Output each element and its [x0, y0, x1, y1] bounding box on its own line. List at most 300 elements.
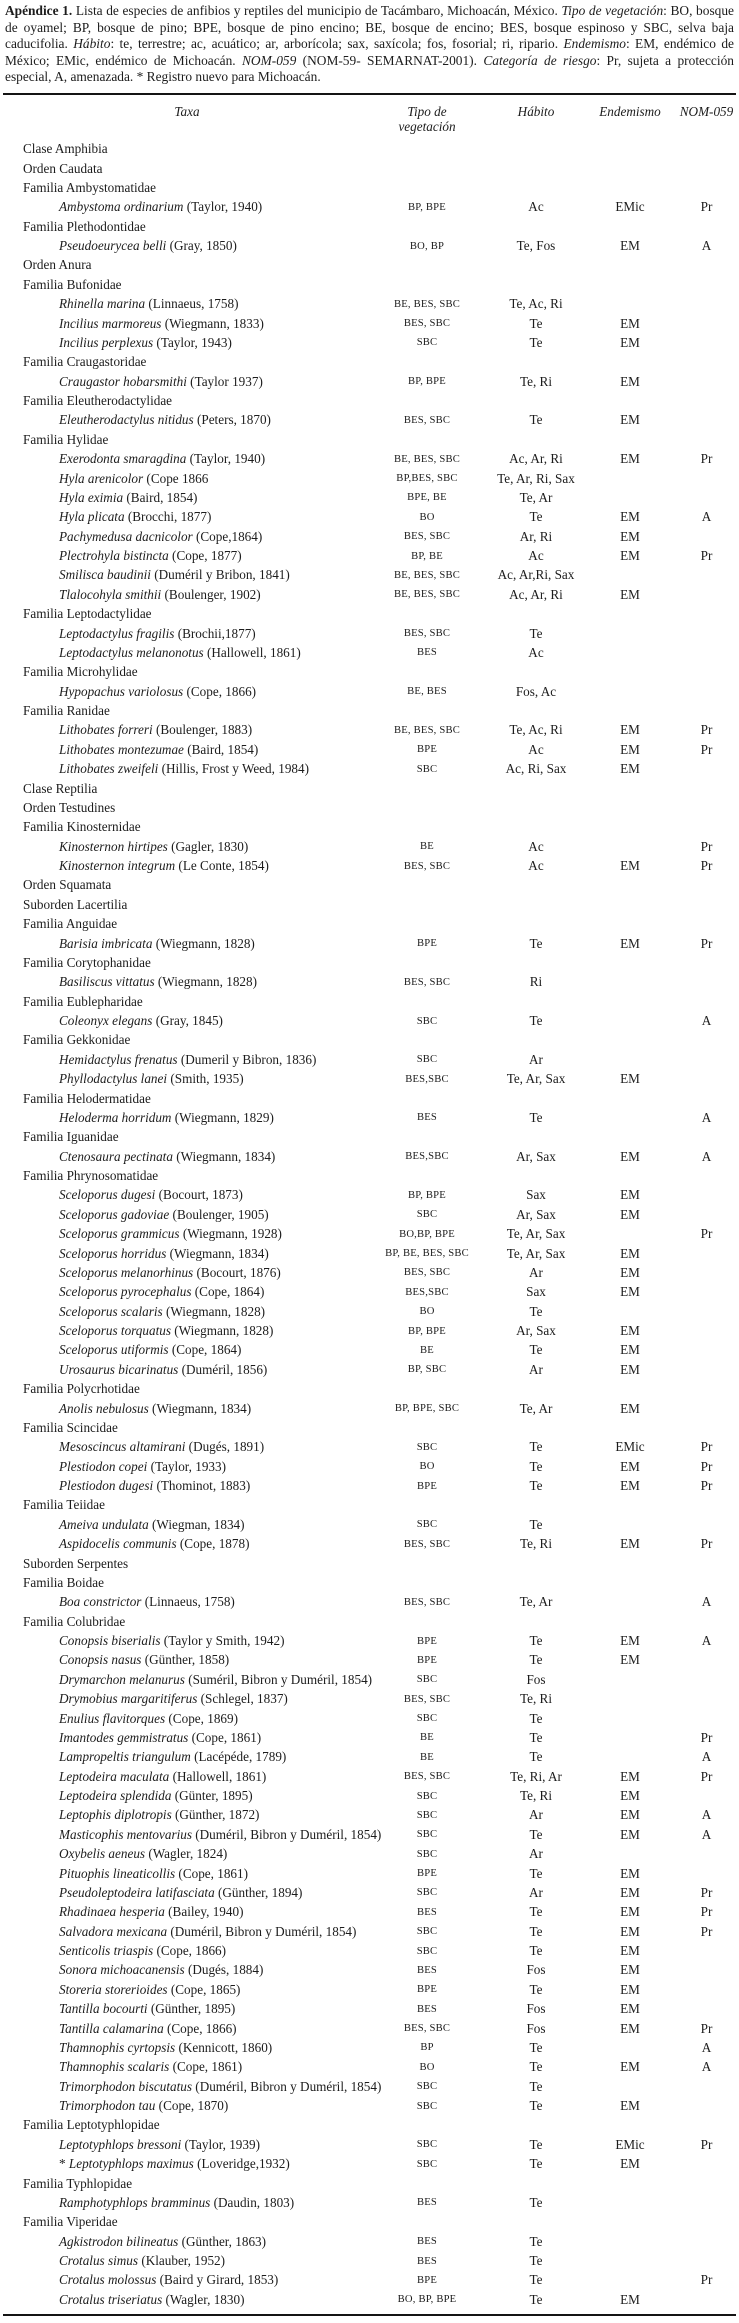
- species-name: Lampropeltis triangulum: [59, 1749, 191, 1765]
- species-name: Mesoscincus altamirani: [59, 1439, 186, 1455]
- taxa-cell: Urosaurus bicarinatus (Duméril, 1856): [59, 1361, 268, 1377]
- species-name: Masticophis mentovarius: [59, 1826, 192, 1842]
- vegetacion-cell: SBC: [416, 337, 438, 349]
- species-row: [3, 721, 736, 740]
- nom059-cell: Pr: [700, 548, 713, 564]
- vegetacion-cell: BE: [420, 1344, 434, 1356]
- endemismo-cell: EM: [620, 1962, 640, 1978]
- section-row: [3, 779, 736, 798]
- species-name: Phyllodactylus lanei: [59, 1071, 168, 1087]
- taxa-cell: Mesoscincus altamirani (Dugés, 1891): [59, 1439, 265, 1455]
- species-row: [3, 1302, 736, 1321]
- habito-cell: Te, Ac, Ri: [509, 722, 563, 738]
- species-name: Conopsis nasus: [59, 1652, 142, 1668]
- taxa-cell: Familia Viperidae: [23, 2214, 118, 2230]
- endemismo-cell: EM: [620, 586, 640, 602]
- vegetacion-cell: BP: [420, 2042, 434, 2054]
- vegetacion-cell: BES: [416, 1964, 438, 1976]
- species-name: Oxybelis aeneus: [59, 1846, 146, 1862]
- habito-cell: Ar: [529, 1884, 543, 1900]
- endemismo-cell: EM: [620, 1206, 640, 1222]
- species-name: Incilius perplexus: [59, 334, 154, 350]
- habito-cell: Ac, Ar,Ri, Sax: [497, 567, 575, 583]
- species-name: Basiliscus vittatus: [59, 974, 155, 990]
- species-row: [3, 1728, 736, 1747]
- taxa-cell: Familia Anguidae: [23, 916, 118, 932]
- taxa-cell: Clase Reptilia: [23, 780, 98, 796]
- endemismo-cell: EM: [620, 722, 640, 738]
- habito-cell: Te: [529, 2156, 543, 2172]
- nom059-cell: A: [701, 1749, 712, 1765]
- habito-cell: Te: [529, 1439, 543, 1455]
- species-row: [3, 2000, 736, 2019]
- taxa-cell: Familia Leptotyphlopidae: [23, 2117, 160, 2133]
- nom059-cell: Pr: [700, 741, 713, 757]
- habito-cell: Ac, Ar, Ri: [509, 586, 563, 602]
- section-row: [3, 140, 736, 159]
- taxa-cell: Suborden Lacertilia: [23, 896, 128, 912]
- species-row: [3, 198, 736, 217]
- vegetacion-cell: BP, BPE: [408, 1189, 446, 1201]
- taxa-cell: Trimorphodon biscutatus (Duméril, Bibron y Duméril, 1854): [59, 2078, 382, 2094]
- habito-cell: Te: [529, 509, 543, 525]
- vegetacion-cell: SBC: [416, 1519, 438, 1531]
- species-row: [3, 314, 736, 333]
- species-name: Salvadora mexicana: [59, 1923, 168, 1939]
- species-row: [3, 2193, 736, 2212]
- species-row: [3, 1670, 736, 1689]
- endemismo-cell: EM: [620, 1148, 640, 1164]
- taxa-cell: Thamnophis scalaris (Cope, 1861): [59, 2059, 243, 2075]
- taxa-cell: Ambystoma ordinarium (Taylor, 1940): [59, 199, 263, 215]
- taxa-cell: Rhadinaea hesperia (Bailey, 1940): [59, 1904, 244, 1920]
- table-caption: [5, 3, 734, 86]
- species-row: [3, 1070, 736, 1089]
- habito-cell: Ar: [529, 1807, 543, 1823]
- habito-cell: Te: [529, 2059, 543, 2075]
- species-name: Rhinella marina: [59, 296, 146, 312]
- taxa-cell: Crotalus triseriatus (Wagler, 1830): [59, 2291, 245, 2307]
- habito-cell: Ar, Sax: [516, 1206, 556, 1222]
- caption-segment: : EM, endémico de México; EMic, endémico de Michoacán.: [5, 36, 734, 68]
- species-row: [3, 1515, 736, 1534]
- vegetacion-cell: BPE: [416, 1635, 438, 1647]
- species-name: Lithobates forreri: [59, 722, 153, 738]
- vegetacion-cell: SBC: [416, 763, 438, 775]
- nom059-cell: Pr: [700, 2020, 713, 2036]
- nom059-cell: Pr: [700, 1226, 713, 1242]
- vegetacion-cell: BP, BPE: [408, 376, 446, 388]
- caption-segment: Tipo de vegetación: [561, 3, 664, 18]
- species-name: Sceloporus horridus: [59, 1245, 167, 1261]
- column-header-habito: Hábito: [517, 103, 555, 119]
- vegetacion-cell: BES: [416, 1112, 438, 1124]
- table-bottom-rule: [3, 2314, 736, 2316]
- habito-cell: Te: [529, 334, 543, 350]
- species-name: Pachymedusa dacnicolor: [59, 528, 193, 544]
- vegetacion-cell: SBC: [416, 1945, 438, 1957]
- column-header-vegetacion: [371, 104, 483, 134]
- habito-cell: Te, Ar, Sax: [506, 1245, 566, 1261]
- habito-cell: Te: [529, 935, 543, 951]
- taxa-cell: Familia Iguanidae: [23, 1129, 119, 1145]
- species-name: Sceloporus scalaris: [59, 1303, 163, 1319]
- vegetacion-cell: BES, SBC: [403, 860, 451, 872]
- habito-cell: Te: [529, 1749, 543, 1765]
- species-name: Leptodactylus fragilis: [59, 625, 175, 641]
- species-name: Anolis nebulosus: [59, 1400, 149, 1416]
- vegetacion-cell: BO, BP: [409, 240, 445, 252]
- taxa-cell: Familia Polycrhotidae: [23, 1381, 140, 1397]
- species-row: [3, 1321, 736, 1340]
- species-row: [3, 1864, 736, 1883]
- taxa-cell: Sceloporus scalaris (Wiegmann, 1828): [59, 1303, 266, 1319]
- taxa-cell: Aspidocelis communis (Cope, 1878): [59, 1536, 250, 1552]
- endemismo-cell: EM: [620, 1943, 640, 1959]
- habito-cell: Sax: [526, 1187, 546, 1203]
- endemismo-cell: EM: [620, 334, 640, 350]
- section-row: [3, 159, 736, 178]
- section-row: [3, 430, 736, 449]
- species-row: [3, 1748, 736, 1767]
- species-row: [3, 1438, 736, 1457]
- habito-cell: Te: [529, 2291, 543, 2307]
- endemismo-cell: EM: [620, 1071, 640, 1087]
- endemismo-cell: EM: [620, 548, 640, 564]
- nom059-cell: Pr: [700, 1768, 713, 1784]
- species-row: [3, 1709, 736, 1728]
- vegetacion-cell: BES, SBC: [403, 976, 451, 988]
- taxa-cell: Lampropeltis triangulum (Lacépéde, 1789): [59, 1749, 287, 1765]
- species-row: [3, 2058, 736, 2077]
- vegetacion-cell: BE: [420, 1732, 434, 1744]
- taxa-cell: Leptophis diplotropis (Günther, 1872): [59, 1807, 260, 1823]
- habito-cell: Fos, Ac: [515, 683, 557, 699]
- taxa-cell: Familia Craugastoridae: [23, 354, 147, 370]
- species-name: Pituophis lineaticollis: [59, 1865, 176, 1881]
- vegetacion-cell: BES, SBC: [403, 318, 451, 330]
- section-row: [3, 798, 736, 817]
- taxa-cell: Hemidactylus frenatus (Dumeril y Bibron, 1836): [59, 1051, 317, 1067]
- column-header-taxa: Taxa: [174, 103, 200, 119]
- vegetacion-cell: BPE, BE: [407, 492, 447, 504]
- habito-cell: Sax: [526, 1284, 546, 1300]
- taxa-cell: Tlalocohyla smithii (Boulenger, 1902): [59, 586, 261, 602]
- taxa-cell: Orden Squamata: [23, 877, 112, 893]
- species-row: [3, 2096, 736, 2115]
- species-row: [3, 1399, 736, 1418]
- species-name: Tantilla bocourti: [59, 2001, 148, 2017]
- section-row: [3, 1573, 736, 1592]
- endemismo-cell: EM: [620, 2020, 640, 2036]
- taxa-cell: Sceloporus horridus (Wiegmann, 1834): [59, 1245, 269, 1261]
- column-header-nom059: NOM-059: [679, 103, 734, 119]
- endemismo-cell: EM: [620, 761, 640, 777]
- taxa-cell: Pseudoleptodeira latifasciata (Günther, 1894): [59, 1884, 303, 1900]
- species-row: [3, 1011, 736, 1030]
- vegetacion-cell: BPE: [416, 938, 438, 950]
- vegetacion-cell: SBC: [416, 1674, 438, 1686]
- species-row: [3, 1360, 736, 1379]
- vegetacion-cell: BES, SBC: [403, 1538, 451, 1550]
- taxa-cell: Kinosternon integrum (Le Conte, 1854): [59, 858, 269, 874]
- vegetacion-cell: BP, BPE, SBC: [394, 1403, 460, 1415]
- endemismo-cell: EM: [620, 412, 640, 428]
- section-row: [3, 1418, 736, 1437]
- habito-cell: Te, Ri: [519, 1536, 553, 1552]
- habito-cell: Fos: [526, 1962, 546, 1978]
- species-row: [3, 1980, 736, 1999]
- habito-cell: Ac: [528, 644, 544, 660]
- habito-cell: Te: [529, 1729, 543, 1745]
- taxa-cell: Salvadora mexicana (Duméril, Bibron y Duméril, 1854): [59, 1923, 357, 1939]
- section-row: [3, 895, 736, 914]
- taxa-cell: Sceloporus pyrocephalus (Cope, 1864): [59, 1284, 265, 1300]
- vegetacion-cell: BO, BP, BPE: [397, 2294, 457, 2306]
- taxa-cell: Agkistrodon bilineatus (Günther, 1863): [59, 2233, 267, 2249]
- vegetacion-cell: BE, BES, SBC: [394, 453, 460, 465]
- species-name: Imantodes gemmistratus: [59, 1729, 189, 1745]
- habito-cell: Te: [529, 1478, 543, 1494]
- taxa-cell: Storeria storerioides (Cope, 1865): [59, 1981, 241, 1997]
- species-row: [3, 1341, 736, 1360]
- habito-cell: Te: [529, 1710, 543, 1726]
- vegetacion-cell: SBC: [416, 1054, 438, 1066]
- habito-cell: Te: [529, 2194, 543, 2210]
- species-name: Barisia imbricata: [59, 935, 153, 951]
- taxa-cell: Sceloporus melanorhinus (Bocourt, 1876): [59, 1264, 281, 1280]
- caption-segment: : Pr, sujeta a protección especial, A, amenazada. * Registro nuevo para Michoacán.: [5, 52, 734, 84]
- vegetacion-cell: SBC: [416, 2100, 438, 2112]
- habito-cell: Te: [529, 1458, 543, 1474]
- taxa-cell: Suborden Serpentes: [23, 1555, 129, 1571]
- endemismo-cell: EM: [620, 1633, 640, 1649]
- vegetacion-cell: SBC: [416, 1015, 438, 1027]
- species-name: Kinosternon integrum: [59, 858, 176, 874]
- vegetacion-cell: BE, BES, SBC: [394, 589, 460, 601]
- taxa-cell: Familia Typhlopidae: [23, 2175, 133, 2191]
- taxa-cell: Sceloporus utiformis (Cope, 1864): [59, 1342, 242, 1358]
- table-body: [3, 140, 736, 2310]
- habito-cell: Te, Ac, Ri: [509, 296, 563, 312]
- species-name: Leptodactylus melanonotus: [59, 644, 204, 660]
- nom059-cell: Pr: [700, 1536, 713, 1552]
- species-row: [3, 1225, 736, 1244]
- habito-cell: Te: [529, 1652, 543, 1668]
- caption-segment: (NOM-59- SEMARNAT-2001).: [296, 52, 484, 68]
- species-name: Pseudoleptodeira latifasciata: [59, 1884, 215, 1900]
- habito-cell: Te, Ri, Ar: [510, 1768, 562, 1784]
- taxa-cell: Orden Anura: [23, 257, 92, 273]
- vegetacion-cell: BO: [419, 511, 435, 523]
- nom059-cell: Pr: [700, 722, 713, 738]
- species-name: Sonora michoacanensis: [59, 1962, 185, 1978]
- habito-cell: Ar: [529, 1051, 543, 1067]
- species-row: [3, 1283, 736, 1302]
- species-row: [3, 1845, 736, 1864]
- taxa-cell: Basiliscus vittatus (Wiegmann, 1828): [59, 974, 257, 990]
- habito-cell: Te: [529, 1633, 543, 1649]
- nom059-cell: Pr: [700, 2136, 713, 2152]
- species-name: Urosaurus bicarinatus: [59, 1361, 179, 1377]
- habito-cell: Ar, Sax: [516, 1323, 556, 1339]
- vegetacion-cell: BES, SBC: [403, 531, 451, 543]
- taxa-cell: Kinosternon hirtipes (Gagler, 1830): [59, 838, 249, 854]
- species-row: [3, 1457, 736, 1476]
- taxa-cell: Exerodonta smaragdina (Taylor, 1940): [59, 451, 266, 467]
- species-name: Plestiodon copei: [59, 1458, 148, 1474]
- taxa-cell: Senticolis triaspis (Cope, 1866): [59, 1943, 227, 1959]
- section-row: [3, 663, 736, 682]
- species-name: Eleutherodactylus nitidus: [59, 412, 194, 428]
- taxa-cell: * Leptotyphlops maximus (Loveridge,1932): [59, 2156, 290, 2172]
- endemismo-cell: EM: [620, 1284, 640, 1300]
- taxa-cell: Leptodeira maculata (Hallowell, 1861): [59, 1768, 267, 1784]
- species-row: [3, 1050, 736, 1069]
- taxa-cell: Sonora michoacanensis (Dugés, 1884): [59, 1962, 264, 1978]
- vegetacion-cell: BP, BE: [411, 550, 443, 562]
- endemismo-cell: EM: [620, 1536, 640, 1552]
- section-row: [3, 1166, 736, 1185]
- species-row: [3, 1186, 736, 1205]
- nom059-cell: Pr: [700, 1923, 713, 1939]
- endemismo-cell: EM: [620, 1826, 640, 1842]
- species-name: Sceloporus grammicus: [59, 1226, 180, 1242]
- species-row: [3, 2019, 736, 2038]
- endemismo-cell: EM: [620, 1245, 640, 1261]
- column-header-endemismo: Endemismo: [599, 103, 661, 119]
- habito-cell: Te: [529, 1303, 543, 1319]
- species-row: [3, 2271, 736, 2290]
- taxa-cell: Sceloporus gadoviae (Boulenger, 1905): [59, 1206, 269, 1222]
- endemismo-cell: EM: [620, 528, 640, 544]
- species-name: Boa constrictor: [59, 1594, 142, 1610]
- species-name: Tlalocohyla smithii: [59, 586, 162, 602]
- species-row: [3, 1903, 736, 1922]
- species-name: Thamnophis scalaris: [59, 2059, 170, 2075]
- habito-cell: Te: [529, 2078, 543, 2094]
- species-name: Aspidocelis communis: [59, 1536, 177, 1552]
- nom059-cell: A: [701, 1148, 712, 1164]
- species-row: [3, 1147, 736, 1166]
- habito-cell: Ac: [528, 741, 544, 757]
- species-row: [3, 1941, 736, 1960]
- vegetacion-cell: SBC: [416, 1209, 438, 1221]
- species-row: [3, 372, 736, 391]
- species-name: Thamnophis cyrtopsis: [59, 2039, 176, 2055]
- taxa-cell: Smilisca baudinii (Duméril y Bribon, 1841): [59, 567, 290, 583]
- taxa-cell: Familia Kinosternidae: [23, 819, 141, 835]
- taxa-cell: Hypopachus variolosus (Cope, 1866): [59, 683, 257, 699]
- taxa-cell: Incilius perplexus (Taylor, 1943): [59, 334, 232, 350]
- species-name: Ctenosaura pectinata: [59, 1148, 173, 1164]
- habito-cell: Te, Ar, Sax: [506, 1071, 566, 1087]
- taxa-cell: Ameiva undulata (Wiegman, 1834): [59, 1516, 245, 1532]
- species-name: Crotalus triseriatus: [59, 2291, 163, 2307]
- section-row: [3, 2213, 736, 2232]
- nom059-cell: A: [701, 2039, 712, 2055]
- vegetacion-cell: BPE: [416, 2274, 438, 2286]
- taxa-cell: Lithobates zweifeli (Hillis, Frost y Weed, 1984): [59, 761, 309, 777]
- vegetacion-cell: BO: [419, 1306, 435, 1318]
- habito-cell: Te: [529, 1109, 543, 1125]
- section-row: [3, 1612, 736, 1631]
- nom059-cell: A: [701, 238, 712, 254]
- species-row: [3, 1786, 736, 1805]
- species-name: Tantilla calamarina: [59, 2020, 164, 2036]
- nom059-cell: A: [701, 1109, 712, 1125]
- caption-segment: Hábito: [73, 36, 111, 51]
- habito-cell: Fos: [526, 1671, 546, 1687]
- species-row: [3, 1825, 736, 1844]
- vegetacion-cell: SBC: [416, 1713, 438, 1725]
- taxa-cell: Phyllodactylus lanei (Smith, 1935): [59, 1071, 244, 1087]
- nom059-cell: Pr: [700, 838, 713, 854]
- habito-cell: Te: [529, 2039, 543, 2055]
- species-row: [3, 973, 736, 992]
- species-name: Hyla eximia: [59, 489, 124, 505]
- taxa-cell: Plestiodon copei (Taylor, 1933): [59, 1458, 227, 1474]
- section-row: [3, 1031, 736, 1050]
- taxa-cell: Crotalus simus (Klauber, 1952): [59, 2253, 226, 2269]
- endemismo-cell: EM: [620, 935, 640, 951]
- taxa-cell: Oxybelis aeneus (Wagler, 1824): [59, 1846, 228, 1862]
- taxa-cell: Trimorphodon tau (Cope, 1870): [59, 2098, 229, 2114]
- table-header: [3, 95, 736, 134]
- endemismo-cell: EM: [620, 1264, 640, 1280]
- vegetacion-cell: BP, BPE: [408, 201, 446, 213]
- vegetacion-cell: BO: [419, 2061, 435, 2073]
- vegetacion-cell: BP, BPE: [408, 1325, 446, 1337]
- endemismo-cell: EMic: [615, 1439, 645, 1455]
- vegetacion-cell: SBC: [416, 2158, 438, 2170]
- species-row: [3, 856, 736, 875]
- species-row: [3, 450, 736, 469]
- habito-cell: Te: [529, 625, 543, 641]
- species-row: [3, 1476, 736, 1495]
- endemismo-cell: EM: [620, 1323, 640, 1339]
- vegetacion-cell: BES: [416, 2197, 438, 2209]
- taxa-cell: Sceloporus dugesi (Bocourt, 1873): [59, 1187, 243, 1203]
- species-row: [3, 2251, 736, 2270]
- taxa-cell: Boa constrictor (Linnaeus, 1758): [59, 1594, 235, 1610]
- endemismo-cell: EM: [620, 1981, 640, 1997]
- species-row: [3, 1535, 736, 1554]
- habito-cell: Te: [529, 1826, 543, 1842]
- species-name: Exerodonta smaragdina: [59, 451, 187, 467]
- section-row: [3, 2116, 736, 2135]
- endemismo-cell: EM: [620, 315, 640, 331]
- vegetacion-cell: BP, BE, BES, SBC: [385, 1248, 469, 1260]
- taxa-cell: Familia Ranidae: [23, 703, 110, 719]
- nom059-cell: A: [701, 1013, 712, 1029]
- habito-cell: Ri: [529, 974, 543, 990]
- species-name: Conopsis biserialis: [59, 1633, 161, 1649]
- taxa-cell: Tantilla bocourti (Günther, 1895): [59, 2001, 236, 2017]
- habito-cell: Te, Ar, Ri, Sax: [497, 470, 575, 486]
- taxa-cell: Sceloporus torquatus (Wiegmann, 1828): [59, 1323, 274, 1339]
- vegetacion-cell: SBC: [416, 1887, 438, 1899]
- section-row: [3, 605, 736, 624]
- species-row: [3, 1631, 736, 1650]
- species-row: [3, 1593, 736, 1612]
- taxa-cell: Sceloporus grammicus (Wiegmann, 1928): [59, 1226, 282, 1242]
- endemismo-cell: EM: [620, 373, 640, 389]
- taxa-cell: Familia Corytophanidae: [23, 954, 151, 970]
- endemismo-cell: EM: [620, 1458, 640, 1474]
- section-row: [3, 217, 736, 236]
- species-row: [3, 760, 736, 779]
